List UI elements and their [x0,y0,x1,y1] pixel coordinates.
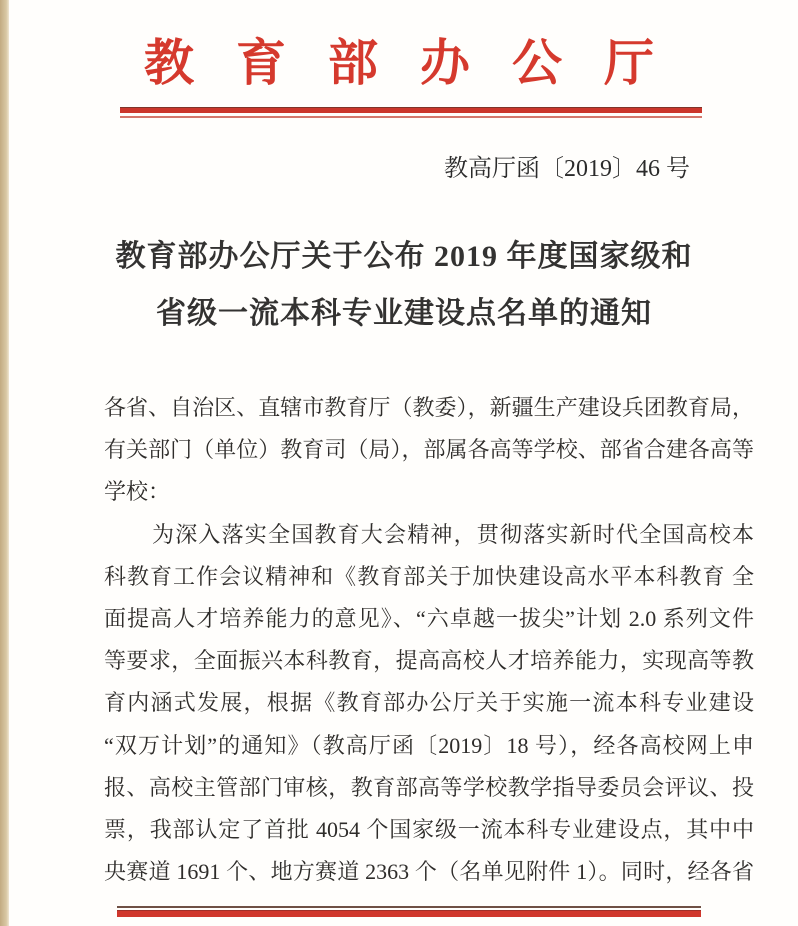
footer-divider-thin [117,906,701,908]
document-title [104,228,704,342]
letterhead-divider-thin [120,116,702,118]
document-title-line1: 教育部办公厅关于公布 2019 年度国家级和 [115,240,693,273]
body-line: 票，我部认定了首批 4054 个国家级一流本科专业建设点，其中中 [104,816,754,842]
body-line: 育内涵式发展，根据《教育部办公厅关于实施一流本科专业建设 [104,690,754,716]
body-line: 为深入落实全国教育大会精神，贯彻落实新时代全国高校本 [152,521,754,547]
salutation-line: 学校： [104,479,171,505]
body-line: 等要求，全面振兴本科教育，提高高校人才培养能力，实现高等教 [104,648,754,674]
document-body [104,387,754,893]
body-line: 科教育工作会议精神和《教育部关于加快建设高水平本科教育 全 [104,563,754,589]
body-line: “双万计划”的通知》（教高厅函〔2019〕18 号），经各高校网上申 [104,732,754,758]
body-line: 央赛道 1691 个、地方赛道 2363 个（名单见附件 1）。同时，经各省 [104,859,754,885]
scanned-page-edge [0,0,9,926]
letterhead-agency-name: 教育部办公厅 [144,35,696,91]
salutation-line: 有关部门（单位）教育司（局），部属各高等学校、部省合建各高等 [104,437,754,463]
document-reference-number: 教高厅函〔2019〕46 号 [444,156,690,182]
body-line: 报、高校主管部门审核，教育部高等学校教学指导委员会评议、投 [104,774,754,800]
body-line: 面提高人才培养能力的意见》、“六卓越一拔尖”计划 2.0 系列文件 [104,605,754,631]
footer-divider-thick [117,910,701,917]
letterhead-divider-thick [120,107,702,113]
document-title-line2: 省级一流本科专业建设点名单的通知 [156,297,652,330]
salutation-line: 各省、自治区、直辖市教育厅（教委），新疆生产建设兵团教育局， [104,395,754,420]
